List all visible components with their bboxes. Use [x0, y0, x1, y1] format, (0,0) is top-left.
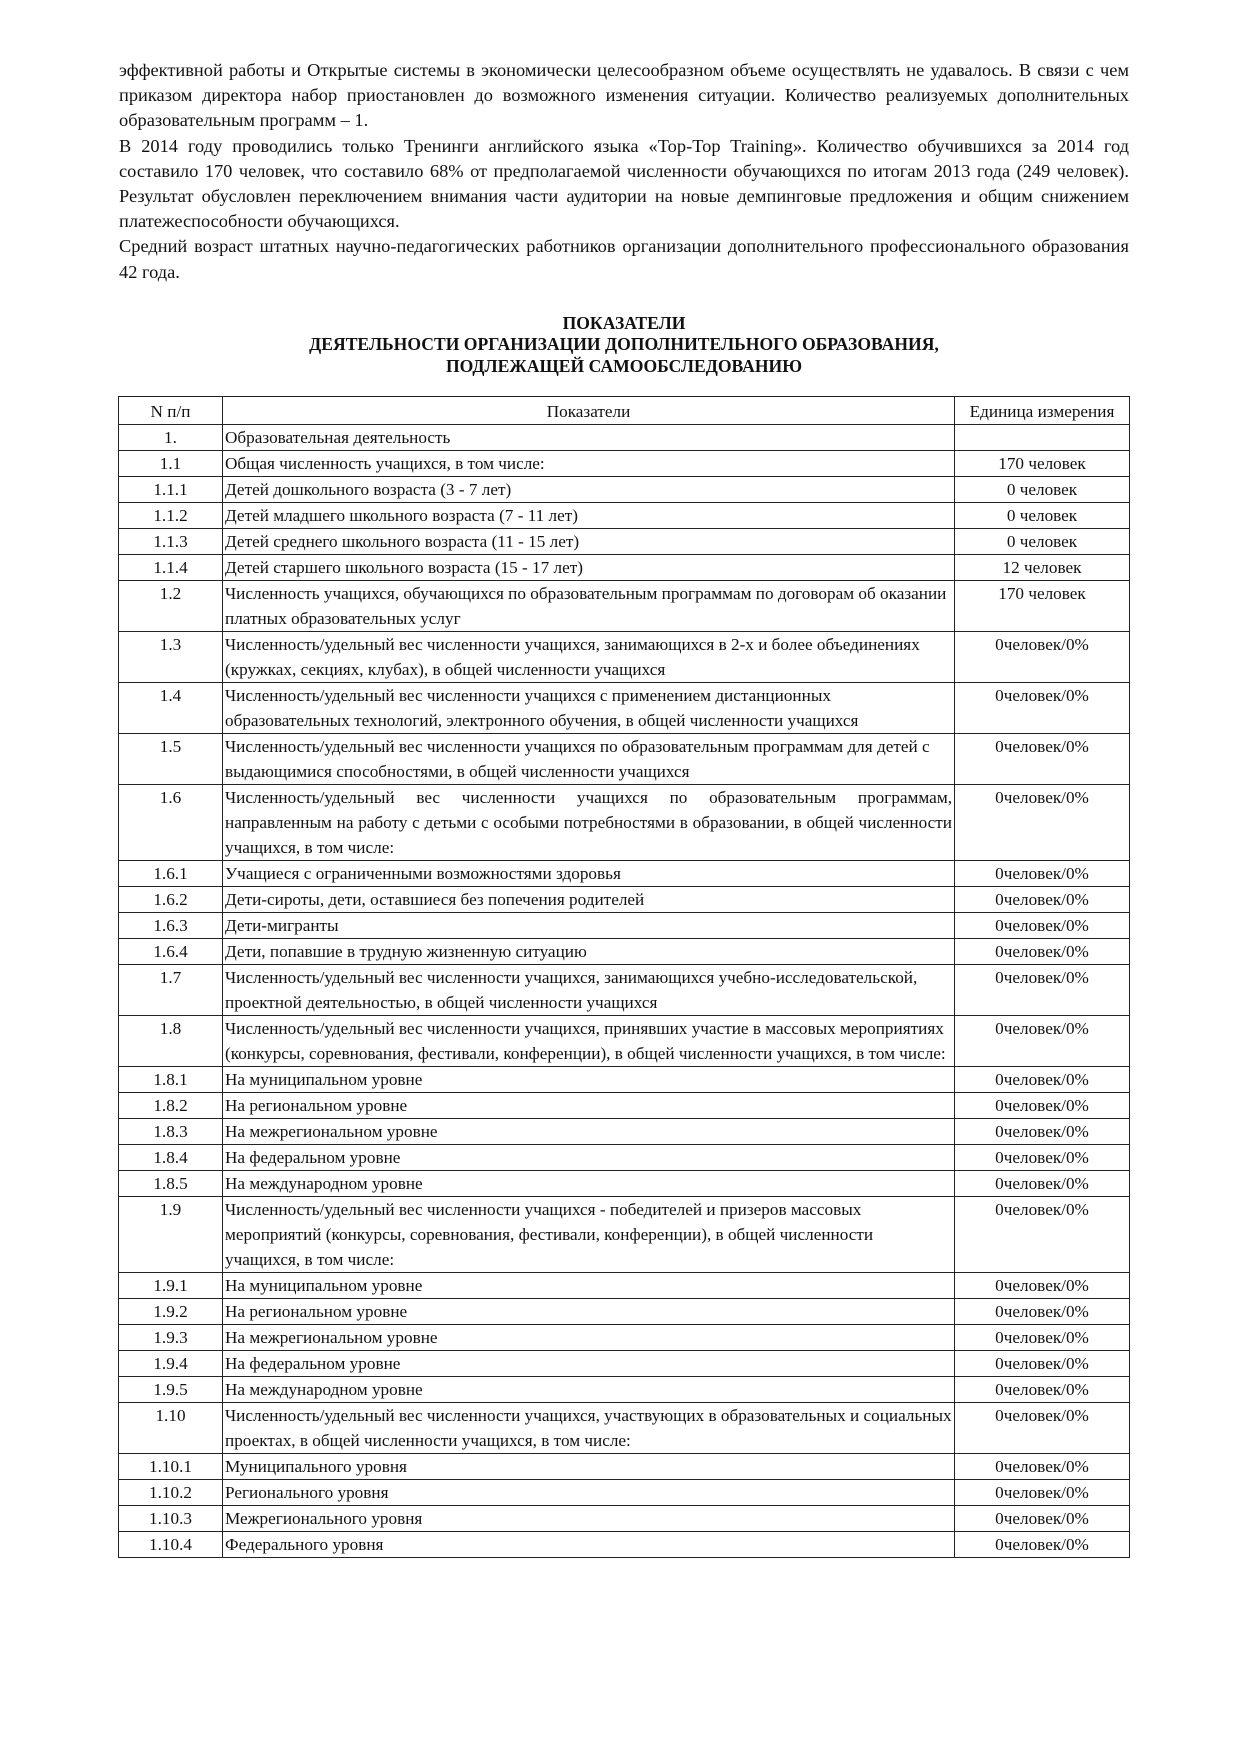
row-unit: 0человек/0%: [955, 734, 1130, 785]
row-indicator: Регионального уровня: [223, 1480, 955, 1506]
row-indicator: На федеральном уровне: [223, 1145, 955, 1171]
row-unit: 0человек/0%: [955, 1093, 1130, 1119]
row-unit: 0человек/0%: [955, 939, 1130, 965]
row-number: 1.6.3: [119, 913, 223, 939]
table-row: [119, 734, 1130, 785]
row-indicator: Детей дошкольного возраста (3 - 7 лет): [223, 477, 955, 503]
row-number: 1.1.3: [119, 529, 223, 555]
table-row: [119, 581, 1130, 632]
row-number: 1.6: [119, 785, 223, 861]
row-number: 1.9.4: [119, 1351, 223, 1377]
row-indicator: На межрегиональном уровне: [223, 1325, 955, 1351]
row-number: 1.4: [119, 683, 223, 734]
row-indicator: На муниципальном уровне: [223, 1067, 955, 1093]
row-unit: 0человек/0%: [955, 1351, 1130, 1377]
row-number: 1.9.3: [119, 1325, 223, 1351]
row-number: 1.6.2: [119, 887, 223, 913]
table-row: [119, 861, 1130, 887]
row-indicator: Численность/удельный вес численности учащихся, принявших участие в массовых мероприятиях (конкурсы, соревнования, фестивали, конференции), в общей численности учащихся, в том числе:: [223, 1016, 955, 1067]
row-indicator: На международном уровне: [223, 1377, 955, 1403]
table-row: [119, 1093, 1130, 1119]
row-indicator: Численность/удельный вес численности учащихся - победителей и призеров массовых мероприятий (конкурсы, соревнования, фестивали, конференции), в общей численности учащихся, в том числе:: [223, 1197, 955, 1273]
row-indicator: Дети-сироты, дети, оставшиеся без попечения родителей: [223, 887, 955, 913]
row-unit: 0человек/0%: [955, 965, 1130, 1016]
row-unit: 0человек/0%: [955, 1403, 1130, 1454]
row-number: 1.1.1: [119, 477, 223, 503]
row-number: 1.8.4: [119, 1145, 223, 1171]
row-indicator: Численность учащихся, обучающихся по образовательным программам по договорам об оказании платных образовательных услуг: [223, 581, 955, 632]
row-number: 1.9.1: [119, 1273, 223, 1299]
table-row: [119, 1480, 1130, 1506]
table-row: [119, 529, 1130, 555]
row-number: 1.1: [119, 451, 223, 477]
row-unit: 0человек/0%: [955, 785, 1130, 861]
table-row: [119, 632, 1130, 683]
row-unit: 12 человек: [955, 555, 1130, 581]
row-indicator: На региональном уровне: [223, 1093, 955, 1119]
row-indicator: Численность/удельный вес численности учащихся по образовательным программам, направленным на работу с детьми с особыми потребностями в образовании, в общей численности учащихся, в том числе:: [223, 785, 955, 861]
row-number: 1.8: [119, 1016, 223, 1067]
row-indicator: Численность/удельный вес численности учащихся, занимающихся в 2-х и более объединениях (кружках, секциях, клубах), в общей численности учащихся: [223, 632, 955, 683]
row-number: 1.10.2: [119, 1480, 223, 1506]
row-unit: 0человек/0%: [955, 683, 1130, 734]
row-indicator: Детей старшего школьного возраста (15 - 17 лет): [223, 555, 955, 581]
row-indicator: Учащиеся с ограниченными возможностями здоровья: [223, 861, 955, 887]
row-number: 1.: [119, 425, 223, 451]
table-row: [119, 1532, 1130, 1558]
row-unit: 0 человек: [955, 503, 1130, 529]
row-number: 1.10.4: [119, 1532, 223, 1558]
row-number: 1.7: [119, 965, 223, 1016]
row-unit: 0человек/0%: [955, 1325, 1130, 1351]
heading-line: ПОКАЗАТЕЛИ: [562, 312, 686, 333]
row-indicator: Численность/удельный вес численности учащихся, участвующих в образовательных и социальных проектах, в общей численности учащихся, в том числе:: [223, 1403, 955, 1454]
row-unit: 170 человек: [955, 451, 1130, 477]
row-unit: 0человек/0%: [955, 1119, 1130, 1145]
row-number: 1.8.1: [119, 1067, 223, 1093]
row-indicator: Дети-мигранты: [223, 913, 955, 939]
row-indicator: Межрегионального уровня: [223, 1506, 955, 1532]
row-indicator: На муниципальном уровне: [223, 1273, 955, 1299]
row-number: 1.10: [119, 1403, 223, 1454]
table-row: [119, 477, 1130, 503]
heading-line: ПОДЛЕЖАЩЕЙ САМООБСЛЕДОВАНИЮ: [445, 355, 803, 376]
row-indicator: Дети, попавшие в трудную жизненную ситуацию: [223, 939, 955, 965]
table-row: [119, 1351, 1130, 1377]
row-number: 1.10.3: [119, 1506, 223, 1532]
row-number: 1.9.5: [119, 1377, 223, 1403]
row-unit: 0человек/0%: [955, 1532, 1130, 1558]
row-indicator: Федерального уровня: [223, 1532, 955, 1558]
row-number: 1.6.1: [119, 861, 223, 887]
header-number: N п/п: [119, 397, 223, 425]
row-indicator: На региональном уровне: [223, 1299, 955, 1325]
row-number: 1.8.2: [119, 1093, 223, 1119]
row-indicator: Детей младшего школьного возраста (7 - 11 лет): [223, 503, 955, 529]
row-unit: 0человек/0%: [955, 1145, 1130, 1171]
table-row: [119, 1506, 1130, 1532]
row-indicator: Детей среднего школьного возраста (11 - 15 лет): [223, 529, 955, 555]
table-row: [119, 913, 1130, 939]
table-row: [119, 1016, 1130, 1067]
table-row: [119, 939, 1130, 965]
table-row: [119, 1325, 1130, 1351]
row-indicator: На федеральном уровне: [223, 1351, 955, 1377]
row-unit: 170 человек: [955, 581, 1130, 632]
row-number: 1.6.4: [119, 939, 223, 965]
row-unit: [955, 425, 1130, 451]
table-row: [119, 1171, 1130, 1197]
header-unit: Единица измерения: [955, 397, 1130, 425]
row-indicator: Образовательная деятельность: [223, 425, 955, 451]
table-row: [119, 965, 1130, 1016]
row-indicator: Муниципального уровня: [223, 1454, 955, 1480]
intro-paragraph: В 2014 году проводились только Тренинги английского языка «Top-Top Training». Количество обучившихся за 2014 год составило 170 человек, что составило 68% от предполагаемой численности обучающихся по итогам 2013 года (249 человек). Результат обусловлен переключением внимания части аудитории на новые демпинговые предложения и общим снижением платежеспособности обучающихся.: [119, 135, 1129, 232]
row-unit: 0человек/0%: [955, 1067, 1130, 1093]
intro-paragraph: эффективной работы и Открытые системы в экономически целесообразном объеме осуществлять не удавалось. В связи с чем приказом директора набор приостановлен до возможного изменения ситуации. Количество реализуемых дополнительных образовательным программ – 1.: [119, 60, 1129, 131]
row-number: 1.9.2: [119, 1299, 223, 1325]
row-unit: 0человек/0%: [955, 1273, 1130, 1299]
row-indicator: На международном уровне: [223, 1171, 955, 1197]
row-number: 1.8.3: [119, 1119, 223, 1145]
row-number: 1.3: [119, 632, 223, 683]
table-row: [119, 425, 1130, 451]
row-unit: 0человек/0%: [955, 632, 1130, 683]
table-header-row: [119, 397, 1130, 425]
table-row: [119, 1454, 1130, 1480]
table-row: [119, 683, 1130, 734]
row-number: 1.1.2: [119, 503, 223, 529]
table-row: [119, 503, 1130, 529]
section-heading: [119, 313, 1129, 378]
row-unit: 0 человек: [955, 477, 1130, 503]
table-row: [119, 1377, 1130, 1403]
document-page: [119, 0, 1129, 1558]
header-indicator: Показатели: [223, 397, 955, 425]
table-row: [119, 451, 1130, 477]
row-indicator: Общая численность учащихся, в том числе:: [223, 451, 955, 477]
row-unit: 0человек/0%: [955, 1197, 1130, 1273]
table-row: [119, 887, 1130, 913]
table-row: [119, 1273, 1130, 1299]
row-number: 1.2: [119, 581, 223, 632]
row-unit: 0человек/0%: [955, 861, 1130, 887]
row-unit: 0человек/0%: [955, 1299, 1130, 1325]
table-row: [119, 1145, 1130, 1171]
row-unit: 0человек/0%: [955, 913, 1130, 939]
row-unit: 0человек/0%: [955, 887, 1130, 913]
intro-paragraph: Средний возраст штатных научно-педагогических работников организации дополнительного профессионального образования 42 года.: [119, 236, 1129, 282]
row-indicator: Численность/удельный вес численности учащихся с применением дистанционных образовательных технологий, электронного обучения, в общей численности учащихся: [223, 683, 955, 734]
intro-text: [119, 58, 1129, 285]
table-row: [119, 1197, 1130, 1273]
row-indicator: На межрегиональном уровне: [223, 1119, 955, 1145]
indicators-table: [118, 396, 1130, 1558]
table-row: [119, 1299, 1130, 1325]
row-indicator: Численность/удельный вес численности учащихся, занимающихся учебно-исследовательской, проектной деятельностью, в общей численности учащихся: [223, 965, 955, 1016]
row-unit: 0 человек: [955, 529, 1130, 555]
heading-line: ДЕЯТЕЛЬНОСТИ ОРГАНИЗАЦИИ ДОПОЛНИТЕЛЬНОГО ОБРАЗОВАНИЯ,: [309, 334, 939, 355]
table-row: [119, 785, 1130, 861]
table-body: [119, 425, 1130, 1558]
row-indicator: Численность/удельный вес численности учащихся по образовательным программам для детей с выдающимися способностями, в общей численности учащихся: [223, 734, 955, 785]
row-unit: 0человек/0%: [955, 1480, 1130, 1506]
row-number: 1.8.5: [119, 1171, 223, 1197]
row-number: 1.5: [119, 734, 223, 785]
row-unit: 0человек/0%: [955, 1454, 1130, 1480]
table-row: [119, 555, 1130, 581]
row-unit: 0человек/0%: [955, 1506, 1130, 1532]
row-number: 1.9: [119, 1197, 223, 1273]
table-row: [119, 1119, 1130, 1145]
table-row: [119, 1403, 1130, 1454]
table-row: [119, 1067, 1130, 1093]
row-number: 1.1.4: [119, 555, 223, 581]
row-unit: 0человек/0%: [955, 1377, 1130, 1403]
row-number: 1.10.1: [119, 1454, 223, 1480]
row-unit: 0человек/0%: [955, 1171, 1130, 1197]
row-unit: 0человек/0%: [955, 1016, 1130, 1067]
